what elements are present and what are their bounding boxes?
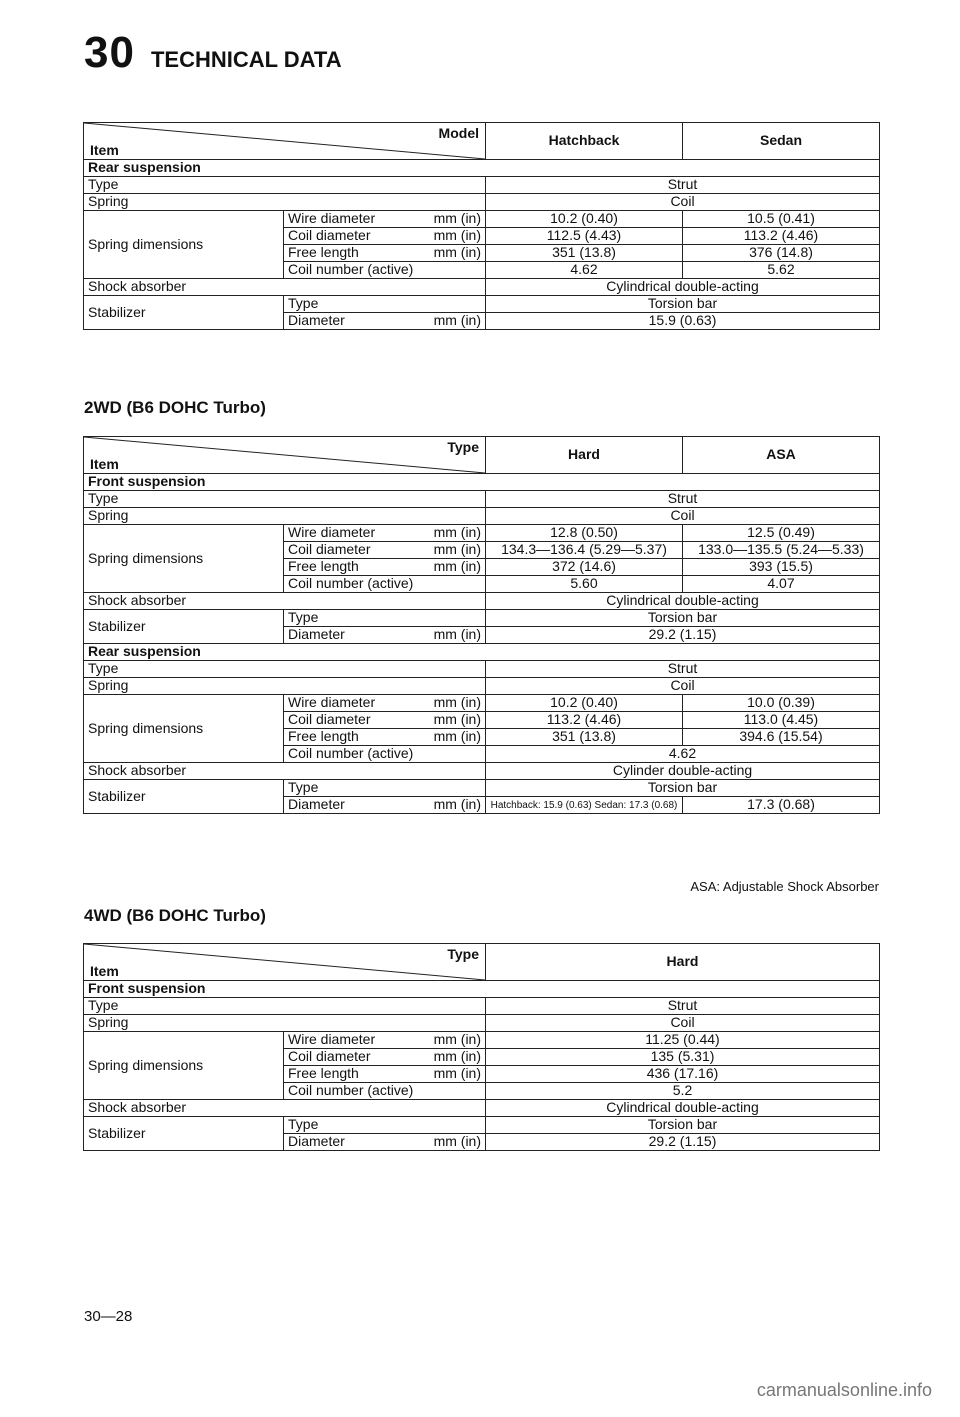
- table-row: [84, 661, 880, 678]
- front-coil-number-asa: 4.07: [683, 576, 880, 593]
- stabilizer-type-label: Type: [284, 780, 486, 797]
- sub-label-free-length: [284, 559, 486, 576]
- unit-label: mm (in): [433, 524, 481, 541]
- front-stabilizer-diameter-value: 29.2 (1.15): [486, 627, 880, 644]
- row-label-stabilizer: Stabilizer: [84, 780, 284, 814]
- rear-wire-asa: 10.0 (0.39): [683, 695, 880, 712]
- row-label-spring-dimensions: Spring dimensions: [84, 1032, 284, 1100]
- table-row: [84, 695, 880, 712]
- front-coil-number-hard: 5.60: [486, 576, 683, 593]
- sub-label-wire: [284, 695, 486, 712]
- wire-hatchback: 10.2 (0.40): [486, 211, 683, 228]
- coil-number-label: Coil number (active): [284, 262, 486, 279]
- header-item-label: Item: [90, 455, 119, 472]
- table-row: [84, 508, 880, 525]
- rear-stabilizer-diameter-hard: Hatchback: 15.9 (0.63) Sedan: 17.3 (0.68): [486, 797, 683, 814]
- row-label-spring: Spring: [84, 678, 486, 695]
- free-length-value: 436 (17.16): [486, 1066, 880, 1083]
- coil-number-label: Coil number (active): [284, 1083, 486, 1100]
- row-label-shock: Shock absorber: [84, 763, 486, 780]
- free-length-label: Free length: [288, 728, 359, 745]
- diameter-label: Diameter: [288, 312, 345, 329]
- sub-label-wire: [284, 525, 486, 542]
- row-label-stabilizer: Stabilizer: [84, 1117, 284, 1151]
- row-label-spring: Spring: [84, 1015, 486, 1032]
- sub-label-coil: [284, 542, 486, 559]
- row-label-spring-dimensions: Spring dimensions: [84, 525, 284, 593]
- rear-wire-hard: 10.2 (0.40): [486, 695, 683, 712]
- coil-value: 135 (5.31): [486, 1049, 880, 1066]
- front-free-length-hard: 372 (14.6): [486, 559, 683, 576]
- spring-value: Coil: [486, 1015, 880, 1032]
- sub-label-diameter: [284, 1134, 486, 1151]
- table-row: [84, 981, 880, 998]
- coil-diameter-label: Coil diameter: [288, 227, 371, 244]
- coil-number-hatchback: 4.62: [486, 262, 683, 279]
- row-label-spring-dimensions: Spring dimensions: [84, 211, 284, 279]
- column-asa: ASA: [683, 437, 880, 474]
- sub-label-diameter: [284, 313, 486, 330]
- stabilizer-type-label: Type: [284, 296, 486, 313]
- wire-label: Wire diameter: [288, 694, 376, 711]
- row-label-shock: Shock absorber: [84, 279, 486, 296]
- watermark: carmanualsonline.info: [756, 1380, 932, 1400]
- unit-label: mm (in): [433, 1031, 481, 1048]
- table-row: [84, 177, 880, 194]
- coil-diameter-label: Coil diameter: [288, 541, 371, 558]
- group-front-suspension: Front suspension: [84, 981, 880, 998]
- wire-label: Wire diameter: [288, 210, 376, 227]
- page-number: 30—28: [84, 1308, 133, 1325]
- coil-number-sedan: 5.62: [683, 262, 880, 279]
- header-corner: [84, 944, 486, 981]
- front-free-length-asa: 393 (15.5): [683, 559, 880, 576]
- table-row: [84, 194, 880, 211]
- rear-spring-value: Coil: [486, 678, 880, 695]
- diameter-label: Diameter: [288, 796, 345, 813]
- row-label-type: Type: [84, 661, 486, 678]
- table-row: [84, 780, 880, 797]
- sub-label-coil: [284, 712, 486, 729]
- front-wire-hard: 12.8 (0.50): [486, 525, 683, 542]
- unit-label: mm (in): [433, 227, 481, 244]
- row-label-type: Type: [84, 491, 486, 508]
- table-row: [84, 1117, 880, 1134]
- sub-label-free-length: [284, 729, 486, 746]
- spring-value: Coil: [486, 194, 880, 211]
- coil-diameter-label: Coil diameter: [288, 711, 371, 728]
- free-length-label: Free length: [288, 1065, 359, 1082]
- unit-label: mm (in): [433, 558, 481, 575]
- table-row: [84, 1015, 880, 1032]
- table-header-row: [84, 944, 880, 981]
- rear-shock-value: Cylinder double-acting: [486, 763, 880, 780]
- column-sedan: Sedan: [683, 123, 880, 160]
- rear-coil-hard: 113.2 (4.46): [486, 712, 683, 729]
- free-length-label: Free length: [288, 558, 359, 575]
- table-row: [84, 678, 880, 695]
- header-model-label: Model: [438, 125, 479, 141]
- header-item-label: Item: [90, 962, 119, 979]
- column-hatchback: Hatchback: [486, 123, 683, 160]
- row-label-spring: Spring: [84, 194, 486, 211]
- unit-label: mm (in): [433, 1048, 481, 1065]
- stabilizer-diameter-value: 29.2 (1.15): [486, 1134, 880, 1151]
- column-hard: Hard: [486, 944, 880, 981]
- row-label-type: Type: [84, 177, 486, 194]
- rear-free-length-asa: 394.6 (15.54): [683, 729, 880, 746]
- row-label-spring-dimensions: Spring dimensions: [84, 695, 284, 763]
- table-row: [84, 491, 880, 508]
- shock-value: Cylindrical double-acting: [486, 279, 880, 296]
- stabilizer-type-label: Type: [284, 610, 486, 627]
- sub-label-free-length: [284, 245, 486, 262]
- rear-coil-asa: 113.0 (4.45): [683, 712, 880, 729]
- sub-label-coil: [284, 1049, 486, 1066]
- table-row: [84, 1032, 880, 1049]
- free-length-sedan: 376 (14.8): [683, 245, 880, 262]
- unit-label: mm (in): [433, 244, 481, 261]
- wire-label: Wire diameter: [288, 1031, 376, 1048]
- sub-label-free-length: [284, 1066, 486, 1083]
- rear-coil-number-value: 4.62: [486, 746, 880, 763]
- table-row: [84, 160, 880, 177]
- header-corner: [84, 123, 486, 160]
- unit-label: mm (in): [433, 728, 481, 745]
- header-type-label: Type: [447, 439, 479, 455]
- rear-stabilizer-diameter-asa: 17.3 (0.68): [683, 797, 880, 814]
- front-shock-value: Cylindrical double-acting: [486, 593, 880, 610]
- group-front-suspension: Front suspension: [84, 474, 880, 491]
- table-header-row: [84, 437, 880, 474]
- unit-label: mm (in): [433, 1133, 481, 1150]
- rear-stabilizer-type-value: Torsion bar: [486, 780, 880, 797]
- sub-label-diameter: [284, 797, 486, 814]
- sub-label-coil: [284, 228, 486, 245]
- unit-label: mm (in): [433, 694, 481, 711]
- unit-label: mm (in): [433, 711, 481, 728]
- unit-label: mm (in): [433, 210, 481, 227]
- table-row: [84, 610, 880, 627]
- table-row: [84, 296, 880, 313]
- row-label-stabilizer: Stabilizer: [84, 610, 284, 644]
- section-title: TECHNICAL DATA: [150, 47, 342, 72]
- stabilizer-diameter-value: 15.9 (0.63): [486, 313, 880, 330]
- table-row: [84, 644, 880, 661]
- free-length-label: Free length: [288, 244, 359, 261]
- unit-label: mm (in): [433, 796, 481, 813]
- wire-label: Wire diameter: [288, 524, 376, 541]
- rear-suspension-table: [83, 122, 880, 330]
- unit-label: mm (in): [433, 626, 481, 643]
- stabilizer-type-value: Torsion bar: [486, 1117, 880, 1134]
- unit-label: mm (in): [433, 1065, 481, 1082]
- table-row: [84, 593, 880, 610]
- coil-number-label: Coil number (active): [284, 576, 486, 593]
- wire-value: 11.25 (0.44): [486, 1032, 880, 1049]
- table-row: [84, 1100, 880, 1117]
- front-wire-asa: 12.5 (0.49): [683, 525, 880, 542]
- rear-type-value: Strut: [486, 661, 880, 678]
- header-item-label: Item: [90, 141, 119, 158]
- table-row: [84, 525, 880, 542]
- section-number: 30: [84, 28, 135, 77]
- column-hard: Hard: [486, 437, 683, 474]
- asa-footnote: ASA: Adjustable Shock Absorber: [690, 879, 879, 894]
- table-row: [84, 763, 880, 780]
- 2wd-suspension-table: [83, 436, 880, 814]
- diameter-label: Diameter: [288, 1133, 345, 1150]
- coil-number-value: 5.2: [486, 1083, 880, 1100]
- table-row: [84, 474, 880, 491]
- unit-label: mm (in): [433, 312, 481, 329]
- sub-label-diameter: [284, 627, 486, 644]
- section-4wd-title: 4WD (B6 DOHC Turbo): [84, 906, 266, 925]
- unit-label: mm (in): [433, 541, 481, 558]
- group-rear-suspension: Rear suspension: [84, 160, 880, 177]
- table-row: [84, 211, 880, 228]
- group-rear-suspension: Rear suspension: [84, 644, 880, 661]
- coil-number-label: Coil number (active): [284, 746, 486, 763]
- row-label-type: Type: [84, 998, 486, 1015]
- stabilizer-type-value: Torsion bar: [486, 296, 880, 313]
- coil-sedan: 113.2 (4.46): [683, 228, 880, 245]
- front-stabilizer-type-value: Torsion bar: [486, 610, 880, 627]
- row-label-stabilizer: Stabilizer: [84, 296, 284, 330]
- row-label-shock: Shock absorber: [84, 593, 486, 610]
- rear-free-length-hard: 351 (13.8): [486, 729, 683, 746]
- table-row: [84, 279, 880, 296]
- row-label-spring: Spring: [84, 508, 486, 525]
- table-header-row: [84, 123, 880, 160]
- type-value: Strut: [486, 177, 880, 194]
- front-coil-hard: 134.3—136.4 (5.29—5.37): [486, 542, 683, 559]
- front-spring-value: Coil: [486, 508, 880, 525]
- sub-label-wire: [284, 1032, 486, 1049]
- wire-sedan: 10.5 (0.41): [683, 211, 880, 228]
- free-length-hatchback: 351 (13.8): [486, 245, 683, 262]
- shock-value: Cylindrical double-acting: [486, 1100, 880, 1117]
- header-type-label: Type: [447, 946, 479, 962]
- section-2wd-title: 2WD (B6 DOHC Turbo): [84, 398, 266, 417]
- page-header: [84, 28, 342, 78]
- sub-label-wire: [284, 211, 486, 228]
- diameter-label: Diameter: [288, 626, 345, 643]
- coil-hatchback: 112.5 (4.43): [486, 228, 683, 245]
- front-type-value: Strut: [486, 491, 880, 508]
- table-row: [84, 998, 880, 1015]
- type-value: Strut: [486, 998, 880, 1015]
- 4wd-suspension-table: [83, 943, 880, 1151]
- coil-diameter-label: Coil diameter: [288, 1048, 371, 1065]
- stabilizer-type-label: Type: [284, 1117, 486, 1134]
- front-coil-asa: 133.0—135.5 (5.24—5.33): [683, 542, 880, 559]
- header-corner: [84, 437, 486, 474]
- row-label-shock: Shock absorber: [84, 1100, 486, 1117]
